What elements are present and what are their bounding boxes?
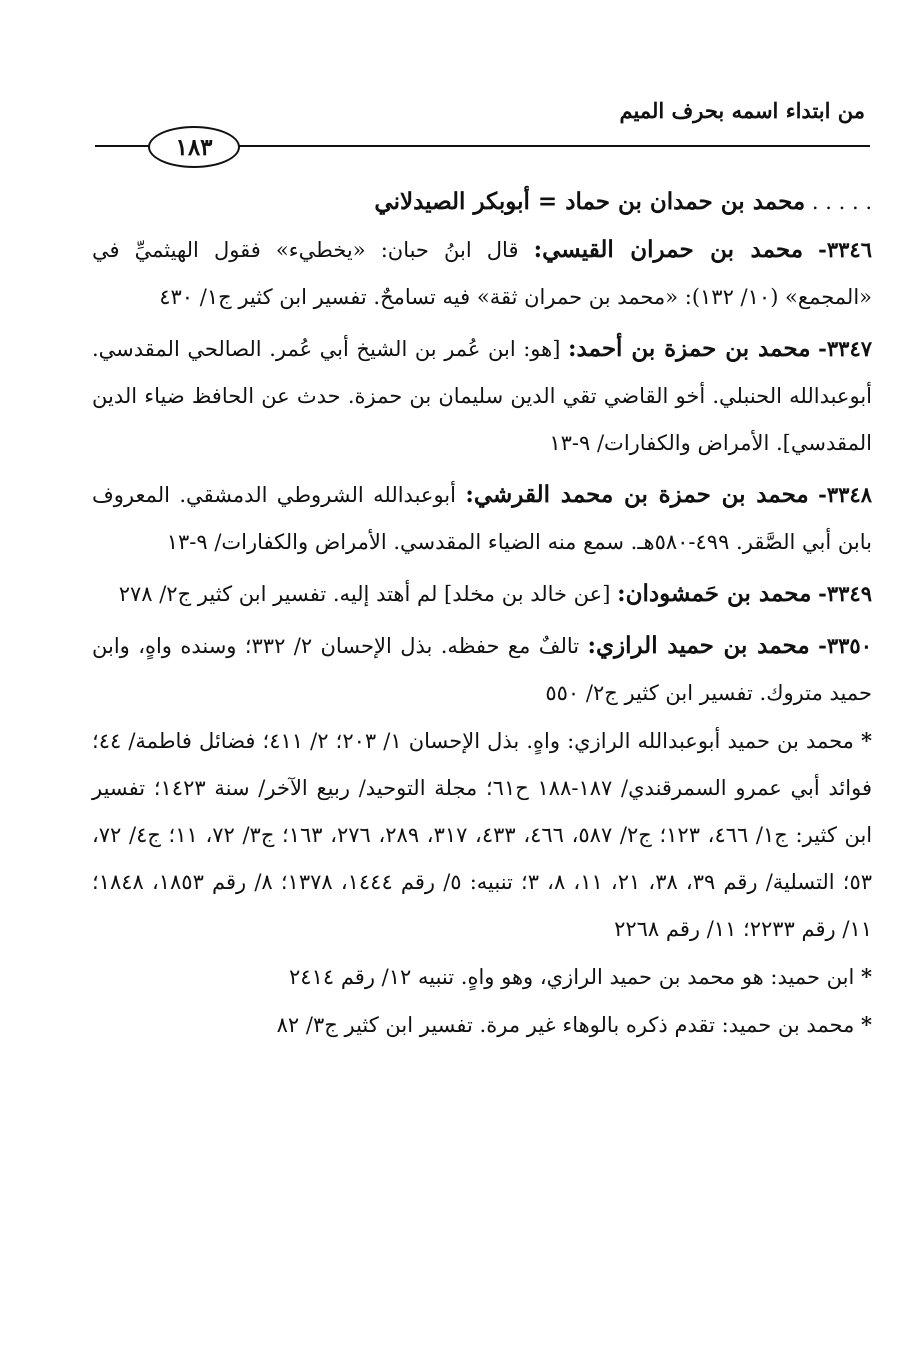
narrator-entry-3346 <box>92 226 872 321</box>
page-body <box>92 178 872 1049</box>
entry-number: ٣٣٤٨- <box>818 482 872 507</box>
narrator-entry-3350 <box>92 622 872 717</box>
entry-text: محمد بن حميد: تقدم ذكره بالوهاء غير مرة. تفسير ابن كثير ج٣/ ٨٢ <box>276 1013 862 1037</box>
narrator-entry-3348 <box>92 471 872 566</box>
cross-reference-entry <box>92 178 872 226</box>
entry-text: أبوعبدالله الشروطي الدمشقي. المعروف بابن أبي الصَّقر. ٤٩٩-٥٨٠هـ. سمع منه الضياء المقدسي. الأمراض والكفارات/ ٩-١٣ <box>92 483 872 554</box>
running-title: من ابتداء اسمه بحرف الميم <box>619 98 865 123</box>
entry-text: [هو: ابن عُمر بن الشيخ أبي عُمر. الصالحي المقدسي. أبوعبدالله الحنبلي. أخو القاضي تقي الدين سليمان بن حمزة. حدث عن الحافظ ضياء الدين المقدسي]. الأمراض والكفارات/ ٩-١٣ <box>92 337 872 455</box>
page-number: ١٨٣ <box>148 126 240 168</box>
asterisk-marker: * <box>861 964 872 989</box>
entry-number: ٣٣٤٩- <box>818 581 872 606</box>
narrator-name: محمد بن حمران القيسي: <box>533 236 804 263</box>
entry-text: محمد بن حميد أبوعبدالله الرازي: واهٍ. بذل الإحسان ١/ ٢٠٣؛ ٢/ ٤١١؛ فضائل فاطمة/ ٤٤؛ فوائد أبي عمرو السمرقندي/ ١٨٧-١٨٨ ح٦١؛ مجلة التوحيد/ ربيع الآخر/ سنة ١٤٢٣؛ تفسير ابن كثير: ج١/ ٤٦٦، ١٢٣؛ ج٢/ ٥٨٧، ٤٦٦، ٤٣٣، ٣١٧، ٢٨٩، ٢٧٦، ١٦٣؛ ج٣/ ٧٢، ١١؛ ج٤/ ٧٢، ٥٣؛ التسلية/ رقم ٣٩، ٣٨، ٢١، ١١، ٨، ٣؛ تنبيه: ٥/ رقم ١٤٤٤، ١٣٧٨؛ ٨/ رقم ١٨٥٣، ١٨٤٨؛ ١١/ رقم ٢٢٣٣؛ ١١/ رقم ٢٢٦٨ <box>92 729 873 941</box>
asterisk-marker: * <box>861 1012 872 1037</box>
sub-entry <box>92 717 872 953</box>
entry-text: ابن حميد: هو محمد بن حميد الرازي، وهو واهٍ. تنبيه ١٢/ رقم ٢٤١٤ <box>289 965 862 989</box>
entry-text: [عن خالد بن مخلد] لم أهتد إليه. تفسير ابن كثير ج٢/ ٢٧٨ <box>118 582 618 606</box>
narrator-name: محمد بن حميد الرازي: <box>587 632 810 659</box>
asterisk-marker: * <box>861 728 872 753</box>
entry-text: قال ابنُ حبان: «يخطيء» فقول الهيثميِّ في «المجمع» (١٠/ ١٣٢): «محمد بن حمران ثقة» فيه تسامحٌ. تفسير ابن كثير ج١/ ٤٣٠ <box>92 238 872 309</box>
narrator-name: محمد بن حمزة بن أحمد: <box>567 335 811 362</box>
entry-text: محمد بن حمدان بن حماد = أبوبكر الصيدلاني <box>374 188 806 215</box>
narrator-name: محمد بن حمزة بن محمد القرشي: <box>465 481 809 508</box>
ellipsis-marker: . . . . . <box>811 190 872 214</box>
narrator-name: محمد بن حَمشودان: <box>617 580 812 607</box>
entry-number: ٣٣٤٧- <box>818 336 873 361</box>
entry-text: تالفٌ مع حفظه. بذل الإحسان ٢/ ٣٣٢؛ وسنده واهٍ، وابن حميد متروك. تفسير ابن كثير ج٢/ ٥٥٠ <box>92 634 872 705</box>
entry-number: ٣٣٤٦- <box>818 237 872 262</box>
sub-entry <box>92 953 872 1001</box>
entry-number: ٣٣٥٠- <box>818 633 872 658</box>
narrator-entry-3347 <box>92 325 872 467</box>
narrator-entry-3349 <box>92 570 872 618</box>
sub-entry <box>92 1001 872 1049</box>
